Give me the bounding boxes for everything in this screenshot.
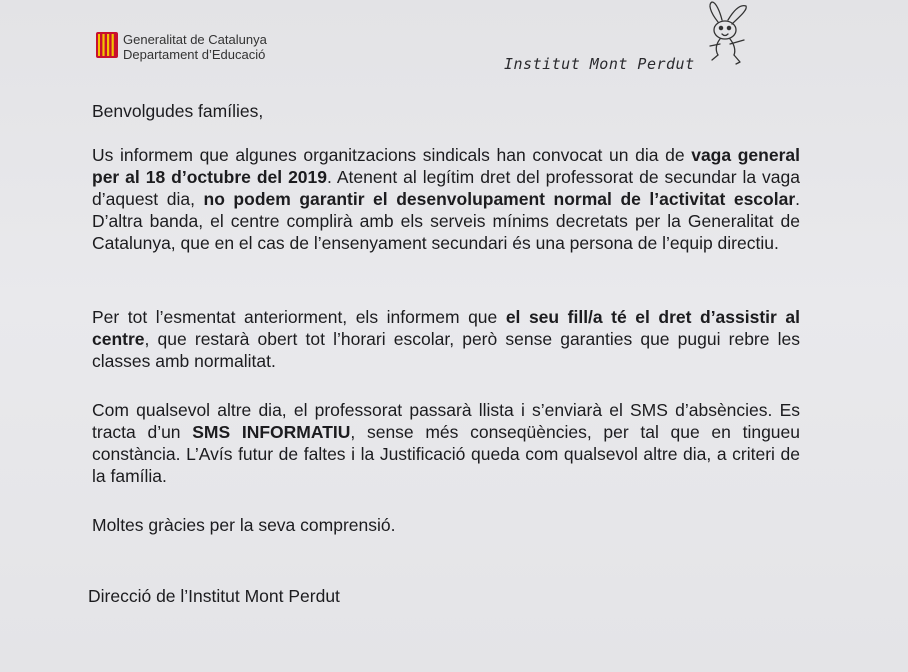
school-name: Institut Mont Perdut: [504, 55, 695, 73]
paragraph-sms: [92, 399, 800, 487]
department-name: Departament d’Educació: [123, 47, 266, 62]
rabbit-mascot-icon: [700, 0, 756, 66]
p1-strike-date: vaga general per al 18 d’octubre del 2019: [92, 145, 800, 187]
p2-right-to-attend: el seu fill/a té el dret d’assistir al centre: [92, 307, 800, 349]
p3-text-1: Com qualsevol altre dia, el professorat passarà llista i s’enviarà el SMS d’absències. Es tracta d’un: [92, 400, 800, 442]
p3-text-2: , sense més conseqüències, per tal que en tingueu constància. L’Avís futur de faltes i la Justificació queda com qualsevol altre dia, a criteri de la família.: [92, 422, 801, 486]
catalan-flag-shield-icon: [96, 32, 118, 58]
p1-no-guarantee: no podem garantir el desenvolupament normal de l’activitat escolar: [203, 189, 796, 209]
p1-text-3: . D’altra banda, el centre complirà amb els serveis mínims decretats per la Generalitat de Catalunya, que en el cas de l’ensenyament secundari és una persona de l’equip directiu.: [92, 189, 801, 253]
closing: Moltes gràcies per la seva comprensió.: [92, 515, 396, 535]
p2-text-1: Per tot l’esmentat anteriorment, els informem que: [92, 307, 506, 327]
paragraph-attendance: [92, 306, 800, 372]
generalitat-logo: [96, 32, 267, 62]
p1-text-1: Us informem que algunes organitzacions sindicals han convocat un dia de: [92, 145, 692, 165]
salutation: Benvolgudes famílies,: [92, 101, 264, 121]
p3-sms-informatiu: SMS INFORMATIU: [192, 422, 351, 442]
p1-text-2: . Atenent al legítim dret del professorat de secundar la vaga d’aquest dia,: [92, 167, 800, 209]
paragraph-strike-notice: [92, 144, 800, 254]
p2-text-2: , que restarà obert tot l’horari escolar, però sense garanties que pugui rebre les classes amb normalitat.: [92, 329, 800, 371]
signature: Direcció de l’Institut Mont Perdut: [88, 586, 340, 606]
org-name: Generalitat de Catalunya: [123, 32, 267, 47]
